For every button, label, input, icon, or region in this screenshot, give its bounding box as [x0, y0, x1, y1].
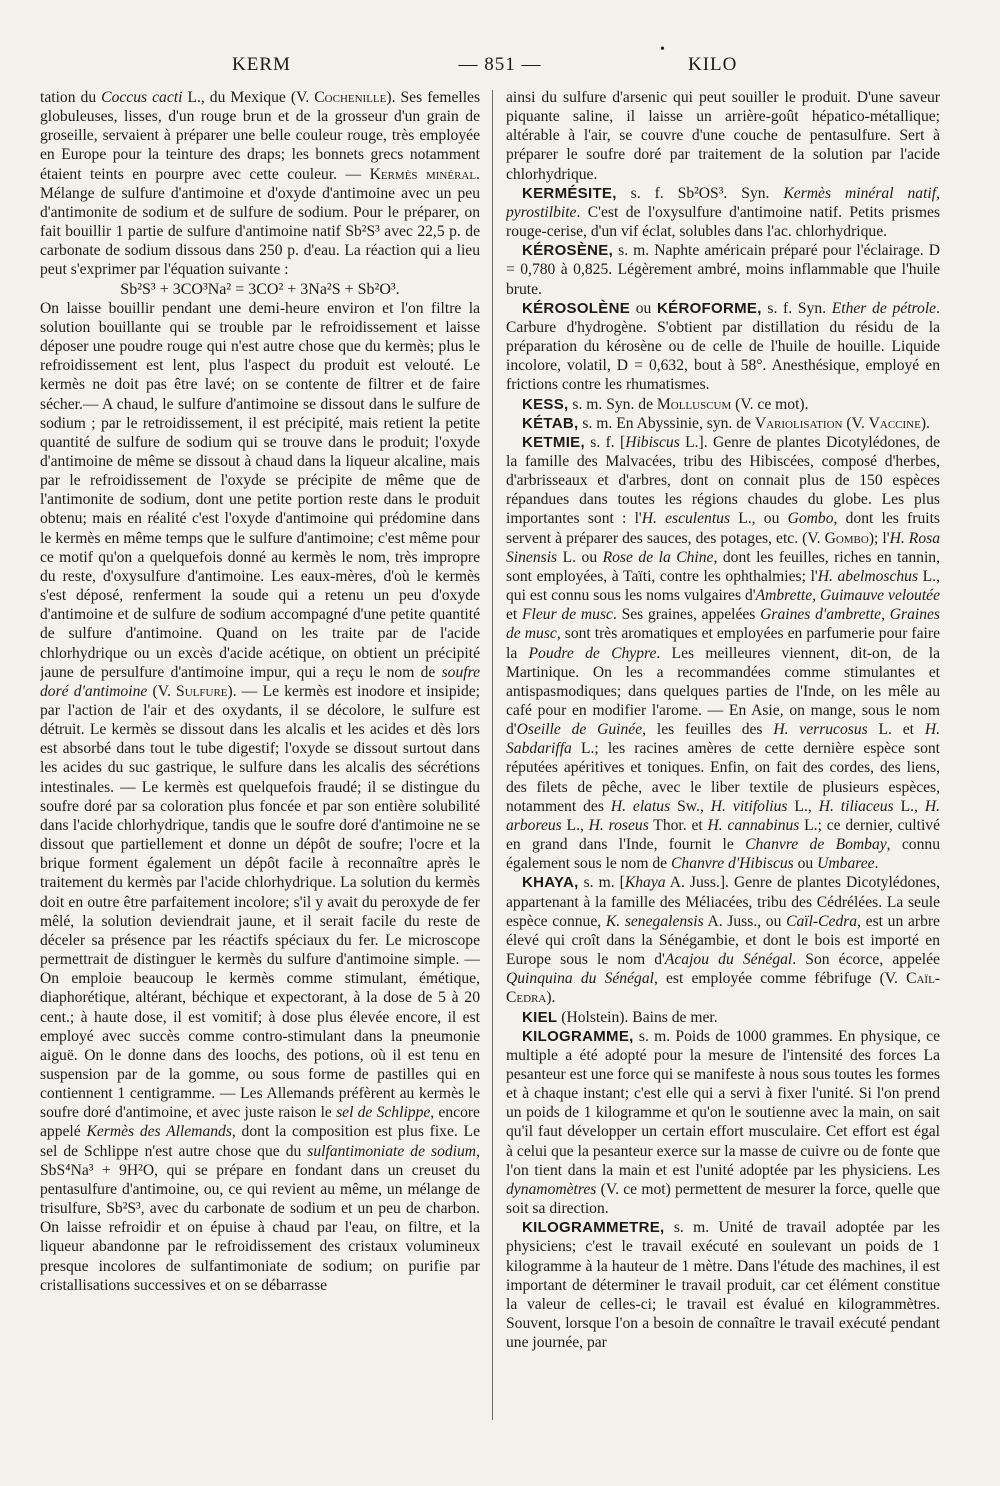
entry-kilogramme: KILOGRAMME, s. m. Poids de 1000 grammes. En physique, ce multiple a été adopté pour la mesure de l'intensité des forces La pesanteur est une force qui se manifeste à nous sous toutes les formes et à chaque instant; c'est elle qui a servi à fixer l'unité. Si l'on prend un poids de 1 kilogramme et qu'on le soutienne avec la main, on sait qu'il faut développer un certain effort musculaire. Cet effort est égal à celui que la pesanteur exerce sur la masse de cuivre ou de fonte que l'on tient dans la main et est l'unité adoptée par les physiciens. Les dynamomètres (V. ce mot) permettent de mesurer la force, quelle que soit sa direction. — [506, 1027, 940, 1218]
page-number: — 851 — — [458, 54, 542, 75]
headword-kilogrammetre: KILOGRAMMETRE, — [522, 1219, 665, 1237]
entry-kess: KESS, s. m. Syn. de Molluscum (V. ce mot). — [522, 395, 809, 413]
term-sulfantimoniate: sulfantimoniate de sodium — [307, 1142, 477, 1160]
reaction-formula: Sb²S³ + 3CO³Na² = 3CO² + 3Na²S + Sb²O³. — [120, 280, 400, 298]
header-mark: • — [660, 42, 666, 57]
headword-khaya: KHAYA, — [522, 874, 579, 892]
term-coccus-cacti: Coccus cacti — [101, 89, 183, 106]
entry-kerosene: KÉROSÈNE, s. m. Naphte américain préparé pour l'éclairage. D = 0,780 à 0,825. Légèrement ambré, moins inflammable que l'huile brute. — [506, 242, 940, 298]
term-soufre-dore: soufre doré d'antimoine — [40, 663, 480, 700]
headword-kerosolene: KÉROSOLÈNE — [522, 299, 631, 317]
headword-kiel: KIEL — [522, 1008, 558, 1026]
entry-kermesite: KERMÉSITE, s. f. Sb²OS³. Syn. Kermès minéral natif, pyrostilbite. C'est de l'oxysulfure d'antimoine natif. Petits prismes rouge-cerise, d'un vif éclat, solubles dans l'ac. chlorhydrique. — [506, 184, 940, 241]
headword-kilogramme: KILOGRAMME, — [522, 1027, 634, 1045]
column-divider — [492, 90, 493, 1420]
term-kermes-des-allemands: Kermès des Allemands — [86, 1123, 232, 1141]
kermes-paragraph-2: On laisse bouillir pendant une demi-heure environ et l'on filtre la solution bouillante qui se trouble par le refroidissement et laisse déposer une poudre rouge qui n'est autre chose que du kermès; plus le refroidissement est lent, plus l'aspect du produit est velouté. Le kermès ne doit pas être lavé; on se contente de filtrer et de faire sécher.— A chaud, le sulfure d'antimoine se dissout dans le sulfure de sodium ; par le retroidissement, il est précipité, mais retient la petite quantité de sulfure de sodium qui se trouve dans le produit; l'oxyde d'antimoine de même se dissout à chaud dans la liqueur alcaline, mais par le refroidissement de l'oxyde se précipite de même que de l'antimonite de sodium, dont une petite portion reste dans le produit obtenu; mais en réalité c'est l'oxyde d'antimoine qui prédomine dans le kermès en même temps que le sulfure d'antimoine; c'est même pour ce motif qu'on a quelquefois donné au kermès le nom, très impropre du reste, d'oxysulfure d'antimoine. Les eaux-mères, d'où le kermès s'est déposé, renferment la soude qui a retenu un peu d'oxyde d'antimoine et de sulfure de sodium accompagné d'une petite quantité de sulfure d'antimoine. Quand on les traite par de l'acide chlorhydrique ou un excès d'acide acétique, on obtient un précipité jaune de persulfure d'antimoine impur, qui a reçu le nom de soufre doré d'antimoine (V. Sulfure). — Le kermès est inodore et insipide; par l'action de l'air et des oxydants, il se décolore, le sulfure est détruit. Le kermès se dissout dans les alcalis et les acides et dès lors est absorbé dans tout le tube digestif; l'oxyde se dissout surtout dans les acides du suc gastrique, le sulfure dans les alcalis des sécrétions intestinales. — Le kermès est quelquefois fraudé; il se distingue du soufre doré par sa coloration plus foncée et par son entière solubilité dans l'acide chlorhydrique, tandis que le soufre doré d'antimoine ne se dissout que partiellement et donne un dépôt de soufre; l'ocre et la brique forment également un dépôt facile à reconnaître après le traitement du kermès par l'acide chlorhydrique. La solution du kermès doit en outre être parfaitement incolore; s'il y avait du peroxyde de fer mêlé, la solution deviendrait jaune, et il serait facile du reste de déceler sa présence par les réactifs spéciaux du fer. Le microscope permettrait de distinguer le kermès du sulfure d'antimoine simple. — On emploie beaucoup le kermès comme stimulant, émétique, diaphorétique, altérant, béchique et expectorant, à la dose de 5 à 20 cent.; à haute dose, il est vomitif; à dose plus élevée encore, il est employé avec succès comme contro-stimulant dans la pneumonie aiguë. On le donne dans des loochs, des potions, où il est tenu en suspension par de la gomme, ou sous forme de pastilles qui en contiennent 1 centigramme. — Les Allemands préfèrent au kermès le soufre doré d'antimoine, et avec juste raison le sel de Schlippe, encore appelé Kermès des Allemands, dont la composition est plus fixe. Le sel de Schlippe n'est autre chose que du sulfantimoniate de sodium, SbS⁴Na³ + 9H²O, qui se prépare en fondant dans un creuset du pentasulfure d'antimoine, ou, ce qui revient au même, un mélange de trisulfure, Sb²S³, avec du carbonate de sodium et un peu de charbon. On laisse refroidir et on épuise à chaud par l'eau, on filtre, et la liqueur abandonne par le refroidissement des cristaux volumineux presque incolores de sulfantimoniate de sodium; on purifie par cristallisations successives et on se débarrasse — [40, 299, 480, 1294]
cross-ref-cochenille: Cochenille — [314, 89, 387, 106]
left-column — [40, 88, 480, 1468]
entry-kiel: KIEL (Holstein). Bains de mer. — [522, 1008, 718, 1026]
right-column — [506, 88, 940, 1468]
entry-kilogrammetre: KILOGRAMMETRE, s. m. Unité de travail adoptée par les physiciens; c'est le travail exécuté en soulevant un poids de 1 kilogramme à la hauteur de 1 mètre. Dans l'étude des machines, il est important de déterminer le travail produit, car cet élément constitue la valeur de celles-ci; le travail est évalué en kilogrammètres. Souvent, lorsque l'on a besoin de connaître le travail exécuté pendant une journée, par — [506, 1219, 940, 1352]
entry-ketmie: KETMIE, s. f. [Hibiscus L.]. Genre de plantes Dicotylédones, de la famille des Malvacées, tribu des Hibiscées, composé d'herbes, d'arbrisseaux et d'arbres, dont on connait plus de 150 espèces répandues dans toutes les régions chaudes du globe. Les plus importantes sont : l'H. esculentus L., ou Gombo, dont les fruits servent à préparer des sauces, des potages, etc. (V. Gombo); l'H. Rosa Sinensis L. ou Rose de la Chine, dont les feuilles, riches en tannin, sont employées, à Taïti, contre les ophthalmies; l'H. abelmoschus L., qui est connu sous les noms vulgaires d'Ambrette, Guimauve veloutée et Fleur de musc. Ses graines, appelées Graines d'ambrette, Graines de musc, sont très aromatiques et employées en parfumerie pour faire la Poudre de Chypre. Les meilleures viennent, dit-on, de la Martinique. On les a recommandées comme stimulantes et antispasmodiques; dans quelques parties de l'Inde, on les mêle au café pour en modifier l'arome. — En Asie, on mange, sous le nom d'Oseille de Guinée, les feuilles des H. verrucosus L. et H. Sabdariffa L.; les racines amères de cette dernière espèce sont réputées apéritives et toniques. Enfin, on fait des cordes, des liens, des filets de pêche, avec le liber textile de plusieurs espèces, notamment des H. elatus Sw., H. vitifolius L., H. tiliaceus L., H. arboreus L., H. roseus Thor. et H. cannabinus L.; ce dernier, cultivé en grand dans l'Inde, fournit le Chanvre de Bombay, connu également sous le nom de Chanvre d'Hibiscus ou Umbaree. — [506, 433, 940, 873]
running-head-right: KILO — [688, 54, 738, 75]
cross-ref-sulfure: Sulfure — [176, 682, 228, 700]
kermes-continuation: ainsi du sulfure d'arsenic qui peut souiller le produit. D'une saveur piquante saline, il laisse un arrière-goût hépatico-métallique; altérable à l'air, se couvre d'une couche de pentasulfure. Sert à préparer le soufre doré par traitement de la solution par l'acide chlorhydrique. — [506, 89, 940, 183]
term-sel-de-schlippe: sel de Schlippe — [336, 1104, 431, 1122]
headword-ketmie: KETMIE, — [522, 433, 585, 451]
running-head — [0, 42, 1000, 82]
subentry-kermes-mineral: Kermès minéral — [369, 165, 477, 183]
entry-khaya: KHAYA, s. m. [Khaya A. Juss.]. Genre de plantes Dicotylédones, appartenant à la famille des Méliacées, tribu des Cédrélées. La seule espèce connue, K. senegalensis A. Juss., ou Caïl-Cedra, est un arbre élevé qui croît dans la Sénégambie, et dont le bois est importé en Europe sous le nom d'Acajou du Sénégal. Son écorce, appelée Quinquina du Sénégal, est employée comme fébrifuge (V. Caïl-Cedra). — [506, 874, 940, 1007]
kermes-paragraph-1: tation du Coccus cacti L., du Mexique (V. Cochenille). Ses femelles globuleuses, lisses, d'un rouge brun et de la grosseur d'un grain de groseille, servaient à préparer une belle couleur rouge, très employée en Europe pour la teinture des draps; les bonnets grecs notamment étaient teints en pourpre avec cette couleur. — Kermès minéral. Mélange de sulfure d'antimoine et d'oxyde d'antimoine avec un peu d'antimonite de sodium et de sulfure de sodium. Pour le préparer, on fait bouillir 1 partie de sulfure d'antimoine natif Sb²S³ avec 22,5 p. de carbonate de sodium dissous dans 250 p. d'eau. La réaction qui a lieu peut s'exprimer par l'équation suivante : — [40, 89, 480, 279]
running-head-left: KERM — [232, 54, 291, 75]
entry-kerosolene: KÉROSOLÈNE ou KÉROFORME, s. f. Syn. Ether de pétrole. Carbure d'hydrogène. S'obtient par distillation du résidu de la préparation du kérosène ou de celle de l'huile de houille. Liquide incolore, volatil, D = 0,632, bout à 58°. Anesthésique, employé en frictions contre les rhumatismes. — [506, 299, 940, 394]
headword-ketab: KÉTAB, — [522, 414, 579, 432]
headword-kermesite: KERMÉSITE, — [522, 184, 617, 202]
entry-ketab: KÉTAB, s. m. En Abyssinie, syn. de Variolisation (V. Vaccine). — [522, 414, 930, 432]
headword-kess: KESS, — [522, 395, 569, 413]
headword-kerosene: KÉROSÈNE, — [522, 242, 614, 260]
headword-keroforme: KÉROFORME, — [657, 299, 762, 317]
